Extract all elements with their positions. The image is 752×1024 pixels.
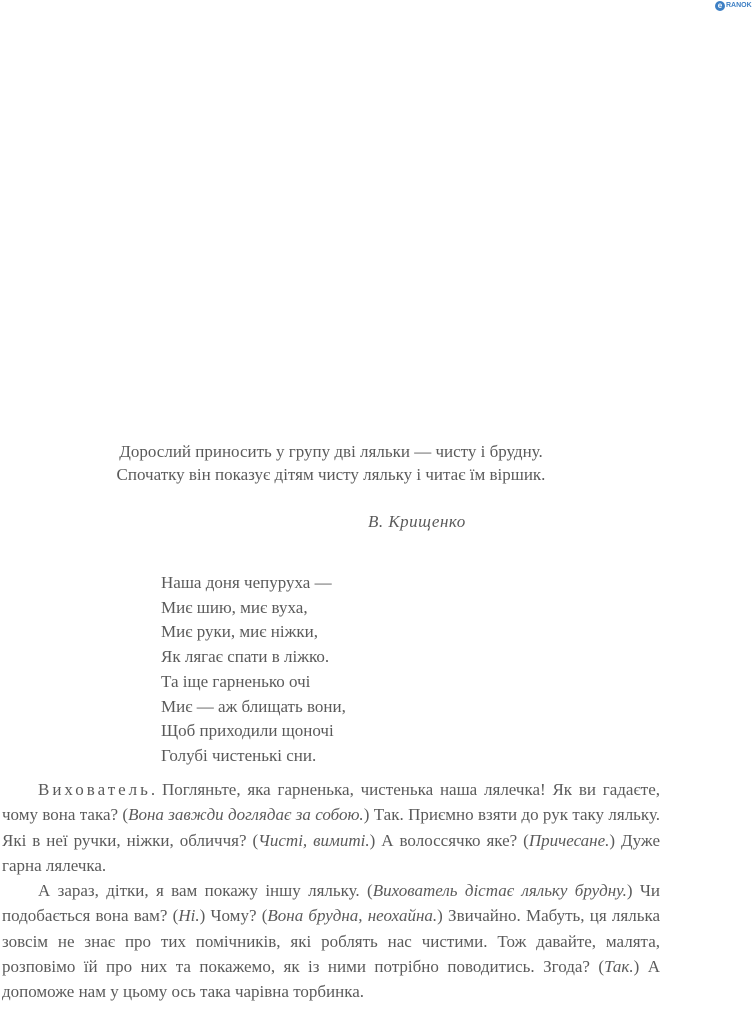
poem-author: В. Крищенко — [368, 512, 466, 531]
text-fragment: ) А волоссячко яке? ( — [369, 830, 529, 850]
text-fragment: ) Звичайно. Мабуть, ця лялька зовсім не знає про тих помічників, які роблять нас чистими. Тож давайте, малята, розповімо їй про них та покажемо, як із ними потрібно поводитись. Згода? ( — [2, 906, 660, 977]
italic-fragment: Вихователь дістає ляльку брудну. — [372, 881, 627, 901]
publisher-logo — [715, 0, 752, 12]
poem-line: Миє — аж блищать вони, — [161, 696, 346, 716]
text-fragment: ) Чому? ( — [199, 906, 268, 926]
poem — [161, 571, 346, 769]
text-fragment: А зараз, дітки, я вам покажу іншу ляльку. ( — [38, 881, 373, 901]
intro-line-1: Дорослий приносить у групу дві ляльки — чисту і брудну. — [119, 442, 543, 461]
poem-line: Миє шию, миє вуха, — [161, 597, 308, 617]
italic-fragment: Вона брудна, неохайна. — [267, 906, 438, 926]
poem-line: Як лягає спати в ліжко. — [161, 647, 330, 667]
text-fragment: ) Чи подобається вона вам? ( — [2, 881, 661, 926]
poem-line: Та іще гарненько очі — [161, 671, 311, 691]
italic-fragment: Чисті, вимиті. — [258, 830, 370, 850]
italic-fragment: Так. — [604, 957, 634, 977]
italic-fragment: Вона завжди доглядає за собою. — [128, 805, 364, 825]
text-fragment: ) Дуже гарна лялечка. — [2, 830, 660, 875]
dialogue-text — [2, 777, 660, 1005]
poem-line: Щоб приходили щоночі — [161, 721, 334, 741]
logo-text: RANOK — [726, 2, 752, 9]
logo-mark: e — [715, 1, 725, 11]
paragraph-2 — [2, 878, 660, 1004]
poem-line: Миє руки, миє ніжки, — [161, 622, 318, 642]
paragraph-1 — [2, 777, 660, 878]
text-fragment: ) Так. Приємно взяти до рук таку ляльку. Які в неї ручки, ніжки, обличчя? ( — [2, 805, 660, 850]
poem-line: Голубі чистенькі сни. — [161, 745, 317, 765]
text-fragment: . Погляньте, яка гарненька, чистенька наша лялечка! Як ви гадаєте, чому вона така? ( — [2, 780, 660, 825]
speaker-label: Вихователь — [38, 780, 151, 799]
intro-line-2: Спочатку він показує дітям чисту ляльку і читає їм віршик. — [116, 465, 546, 484]
poem-line: Наша доня чепуруха — — [161, 573, 332, 592]
italic-fragment: Причесане. — [528, 830, 610, 850]
text-fragment: ) А допоможе нам у цьому ось така чарівна торбинка. — [2, 957, 660, 1002]
italic-fragment: Ні. — [178, 906, 200, 926]
